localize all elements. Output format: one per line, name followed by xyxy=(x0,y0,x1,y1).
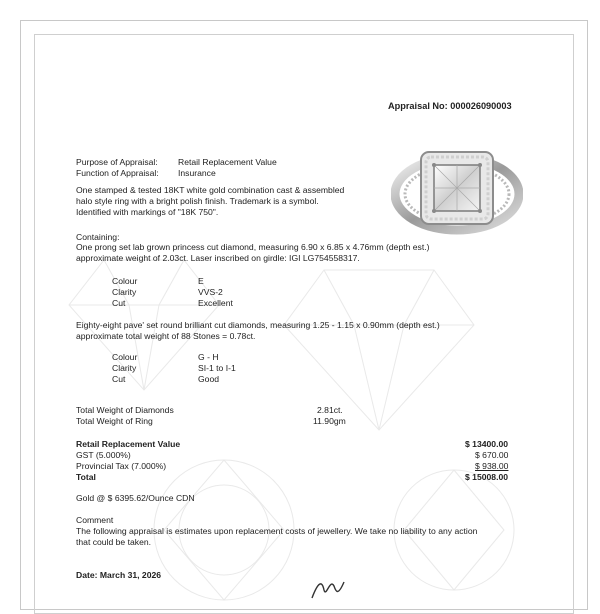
appraisal-number: Appraisal No: 000026090003 xyxy=(388,101,512,111)
grade-value: G - H xyxy=(198,352,219,362)
retail-value-amount: $ 13400.00 xyxy=(465,439,509,449)
description-line: One stamped & tested 18KT white gold combination cast & assembled xyxy=(76,185,345,195)
comment-label: Comment xyxy=(76,515,114,525)
grade-label: Colour xyxy=(112,352,138,362)
pave-stones-line: Eighty-eight pave' set round brilliant cut diamonds, measuring 1.25 - 1.15 x 0.90mm (depth est.) xyxy=(76,320,440,330)
ring-photo xyxy=(391,134,523,240)
gst-label: GST (5.000%) xyxy=(76,450,131,460)
grade-label: Cut xyxy=(112,298,126,308)
containing-label: Containing: xyxy=(76,232,120,242)
grade-label: Clarity xyxy=(112,287,137,297)
pave-stones-line: approximate total weight of 88 Stones = 0.78ct. xyxy=(76,331,256,341)
description-line: halo style ring with a bright polish finish. Trademark is a symbol. xyxy=(76,196,319,206)
function-value: Insurance xyxy=(178,168,216,178)
grade-value: VVS-2 xyxy=(198,287,223,297)
weight-value: 11.90gm xyxy=(313,416,346,426)
weight-label: Total Weight of Diamonds xyxy=(76,405,174,415)
gold-price: Gold @ $ 6395.62/Ounce CDN xyxy=(76,493,195,503)
grade-value: SI-1 to I-1 xyxy=(198,363,236,373)
provincial-tax-amount: $ 938.00 xyxy=(475,461,509,471)
purpose-value: Retail Replacement Value xyxy=(178,157,277,167)
grade-label: Colour xyxy=(112,276,138,286)
purpose-label: Purpose of Appraisal: xyxy=(76,157,158,167)
center-stone-line: One prong set lab grown princess cut diamond, measuring 6.90 x 6.85 x 4.76mm (depth est.) xyxy=(76,242,430,252)
comment-line: that could be taken. xyxy=(76,537,152,547)
signature xyxy=(308,576,348,600)
function-label: Function of Appraisal: xyxy=(76,168,159,178)
provincial-tax-label: Provincial Tax (7.000%) xyxy=(76,461,167,471)
appraisal-date: Date: March 31, 2026 xyxy=(76,570,162,580)
weight-label: Total Weight of Ring xyxy=(76,416,153,426)
grade-value: E xyxy=(198,276,204,286)
grade-label: Clarity xyxy=(112,363,137,373)
weight-value: 2.81ct. xyxy=(317,405,343,415)
grade-label: Cut xyxy=(112,374,126,384)
grade-value: Good xyxy=(198,374,220,384)
retail-value-label: Retail Replacement Value xyxy=(76,439,181,449)
description-line: Identified with markings of "18K 750". xyxy=(76,207,219,217)
total-label: Total xyxy=(76,472,96,482)
center-stone-line: approximate weight of 2.03ct. Laser inscribed on girdle: IGI LG754558317. xyxy=(76,253,360,263)
total-amount: $ 15008.00 xyxy=(465,472,509,482)
comment-line: The following appraisal is estimates upon replacement costs of jewellery. We take no liability to any action xyxy=(76,526,478,536)
grade-value: Excellent xyxy=(198,298,233,308)
gst-amount: $ 670.00 xyxy=(475,450,509,460)
